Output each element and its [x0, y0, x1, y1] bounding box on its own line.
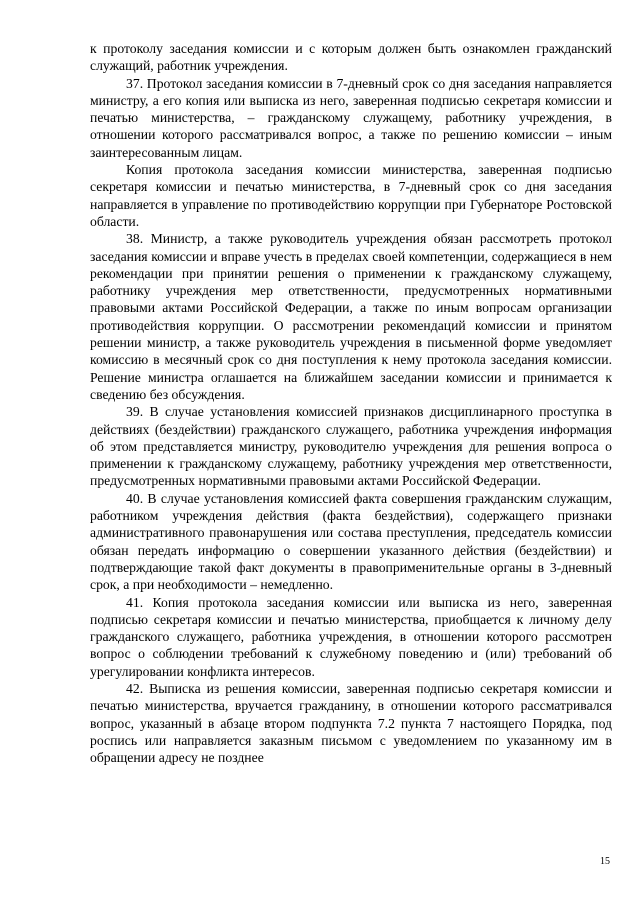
- paragraph-item-37-copy: Копия протокола заседания комиссии министерства, заверенная подписью секретаря комиссии и печатью министерства, в 7-дневный срок со дня заседания направляется в управление по противодействию коррупции при Губернаторе Ростовской области.: [90, 162, 612, 229]
- paragraph-item-41: 41. Копия протокола заседания комиссии или выписка из него, заверенная подписью секретаря комиссии и печатью министерства, приобщается к личному делу гражданского служащего, работника учреждения, в отношении которого рассмотрен вопрос о соблюдении требований к служебному поведению и (или) требований об урегулировании конфликта интересов.: [90, 594, 612, 679]
- paragraph-item-42: 42. Выписка из решения комиссии, заверенная подписью секретаря комиссии и печатью министерства, вручается гражданину, в отношении которого рассматривался вопрос, указанный в абзаце втором подпункта 7.2 пункта 7 настоящего Порядка, под роспись или направляется заказным письмом с уведомлением по указанному им в обращении адресу не позднее: [90, 680, 612, 766]
- paragraph-continuation: к протоколу заседания комиссии и с которым должен быть ознакомлен гражданский служащий, работник учреждения.: [90, 41, 612, 74]
- document-body: [90, 40, 612, 766]
- paragraph-item-40: 40. В случае установления комиссией факта совершения гражданским служащим, работником учреждения действия (факта бездействия), содержащего признаки административного правонарушения или состава преступления, председатель комиссии обязан передать информацию о совершении указанного действия (бездействии) и подтверждающие такой факт документы в правоприменительные органы в 3-дневный срок, а при необходимости – немедленно.: [90, 490, 612, 593]
- page-number: 15: [600, 856, 610, 867]
- paragraph-item-37: 37. Протокол заседания комиссии в 7-дневный срок со дня заседания направляется министру, а его копия или выписка из него, заверенная подписью секретаря комиссии и печатью министерства, – гражданскому служащему, работнику учреждения, в отношении которого рассматривался вопрос, а также по решению комиссии – иным заинтересованным лицам.: [90, 75, 612, 160]
- paragraph-item-39: 39. В случае установления комиссией признаков дисциплинарного проступка в действиях (бездействии) гражданского служащего, работника учреждения информация об этом представляется министру, руководителю учреждения для решения вопроса о применении к гражданскому служащему, работнику учреждения мер ответственности, предусмотренных нормативными правовыми актами Российской Федерации.: [90, 404, 612, 489]
- paragraph-item-38: 38. Министр, а также руководитель учреждения обязан рассмотреть протокол заседания комиссии и вправе учесть в пределах своей компетенции, содержащиеся в нем рекомендации при принятии решения о применении к гражданскому служащему, работнику учреждения мер ответственности, предусмотренных нормативными правовыми актами Российской Федерации, а также по иным вопросам организации противодействия коррупции. О рассмотрении рекомендаций комиссии и принятом решении министр, а также руководитель учреждения в письменной форме уведомляет комиссию в месячный срок со дня поступления к нему протокола заседания комиссии. Решение министра оглашается на ближайшем заседании комиссии и принимается к сведению без обсуждения.: [90, 231, 612, 402]
